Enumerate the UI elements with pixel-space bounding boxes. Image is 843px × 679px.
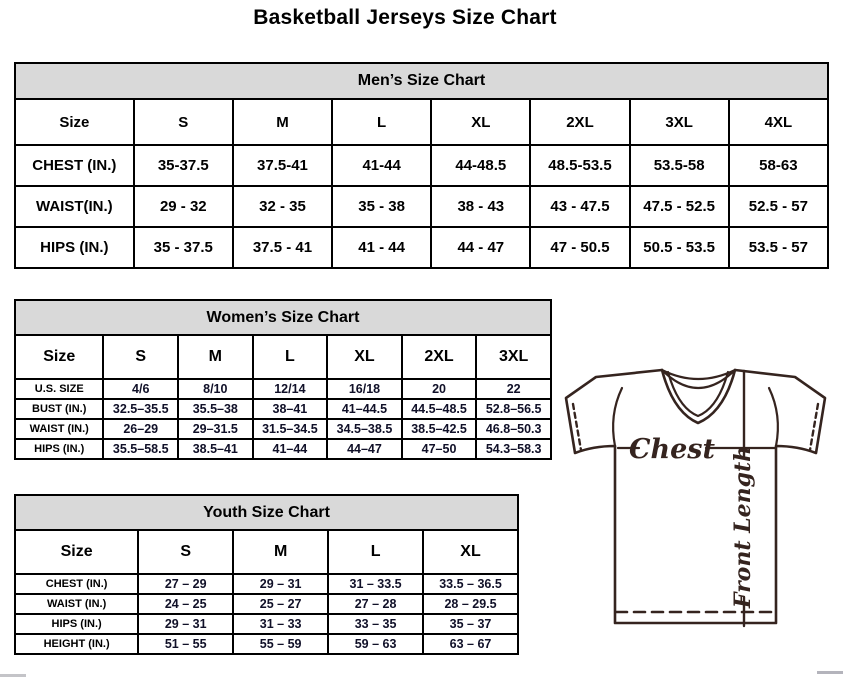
youth-column-header: Size bbox=[15, 530, 138, 574]
youth-value-cell: 33 – 35 bbox=[328, 614, 423, 634]
women-column-header: 3XL bbox=[476, 335, 551, 379]
women-value-cell: 4/6 bbox=[103, 379, 178, 399]
women-value-cell: 38.5–42.5 bbox=[402, 419, 477, 439]
men-table-row bbox=[15, 186, 828, 227]
women-value-cell: 29–31.5 bbox=[178, 419, 253, 439]
men-table-row bbox=[15, 227, 828, 268]
youth-table-row bbox=[15, 634, 518, 654]
women-value-cell: 38–41 bbox=[253, 399, 328, 419]
youth-table-row bbox=[15, 614, 518, 634]
mens-size-table bbox=[14, 62, 829, 269]
women-value-cell: 35.5–58.5 bbox=[103, 439, 178, 459]
jersey-diagram-svg bbox=[558, 360, 840, 672]
men-value-cell: 58-63 bbox=[729, 145, 828, 186]
youth-value-cell: 63 – 67 bbox=[423, 634, 518, 654]
women-column-header: S bbox=[103, 335, 178, 379]
men-column-header: L bbox=[332, 99, 431, 145]
youth-value-cell: 24 – 25 bbox=[138, 594, 233, 614]
women-value-cell: 54.3–58.3 bbox=[476, 439, 551, 459]
youth-column-header: S bbox=[138, 530, 233, 574]
youth-value-cell: 55 – 59 bbox=[233, 634, 328, 654]
scrollbar-fragment-right bbox=[817, 671, 843, 674]
youth-column-header: L bbox=[328, 530, 423, 574]
youth-value-cell: 27 – 28 bbox=[328, 594, 423, 614]
youth-value-cell: 29 – 31 bbox=[233, 574, 328, 594]
youth-value-cell: 29 – 31 bbox=[138, 614, 233, 634]
men-row-label: WAIST(IN.) bbox=[15, 186, 134, 227]
women-value-cell: 26–29 bbox=[103, 419, 178, 439]
scrollbar-fragment-left bbox=[0, 674, 26, 677]
women-value-cell: 16/18 bbox=[327, 379, 402, 399]
youth-value-cell: 28 – 29.5 bbox=[423, 594, 518, 614]
women-column-header: Size bbox=[15, 335, 103, 379]
women-value-cell: 38.5–41 bbox=[178, 439, 253, 459]
youth-table-title: Youth Size Chart bbox=[15, 495, 518, 530]
women-value-cell: 31.5–34.5 bbox=[253, 419, 328, 439]
youth-column-header: M bbox=[233, 530, 328, 574]
page-title: Basketball Jerseys Size Chart bbox=[253, 6, 557, 29]
right-armhole-seam bbox=[769, 388, 778, 446]
women-value-cell: 35.5–38 bbox=[178, 399, 253, 419]
men-column-header: 4XL bbox=[729, 99, 828, 145]
youth-size-table bbox=[14, 494, 519, 655]
men-value-cell: 35 - 37.5 bbox=[134, 227, 233, 268]
men-value-cell: 50.5 - 53.5 bbox=[630, 227, 729, 268]
men-value-cell: 47.5 - 52.5 bbox=[630, 186, 729, 227]
youth-row-label: WAIST (IN.) bbox=[15, 594, 138, 614]
women-column-header: L bbox=[253, 335, 328, 379]
women-row-label: HIPS (IN.) bbox=[15, 439, 103, 459]
men-column-header: S bbox=[134, 99, 233, 145]
women-table-row bbox=[15, 419, 551, 439]
women-value-cell: 22 bbox=[476, 379, 551, 399]
men-value-cell: 44 - 47 bbox=[431, 227, 530, 268]
women-column-header: XL bbox=[327, 335, 402, 379]
men-row-label: HIPS (IN.) bbox=[15, 227, 134, 268]
women-value-cell: 52.8–56.5 bbox=[476, 399, 551, 419]
youth-value-cell: 51 – 55 bbox=[138, 634, 233, 654]
men-value-cell: 35 - 38 bbox=[332, 186, 431, 227]
men-column-header: M bbox=[233, 99, 332, 145]
men-column-header: Size bbox=[15, 99, 134, 145]
youth-value-cell: 27 – 29 bbox=[138, 574, 233, 594]
youth-column-header: XL bbox=[423, 530, 518, 574]
men-value-cell: 37.5 - 41 bbox=[233, 227, 332, 268]
women-value-cell: 41–44.5 bbox=[327, 399, 402, 419]
women-table-row bbox=[15, 439, 551, 459]
youth-row-label: HEIGHT (IN.) bbox=[15, 634, 138, 654]
women-value-cell: 20 bbox=[402, 379, 477, 399]
women-column-header: 2XL bbox=[402, 335, 477, 379]
women-row-label: WAIST (IN.) bbox=[15, 419, 103, 439]
men-table-title: Men’s Size Chart bbox=[15, 63, 828, 99]
men-column-header: 2XL bbox=[530, 99, 629, 145]
men-value-cell: 35-37.5 bbox=[134, 145, 233, 186]
women-value-cell: 8/10 bbox=[178, 379, 253, 399]
men-column-header: 3XL bbox=[630, 99, 729, 145]
women-value-cell: 47–50 bbox=[402, 439, 477, 459]
women-table-row bbox=[15, 399, 551, 419]
men-column-header: XL bbox=[431, 99, 530, 145]
chest-label: Chest bbox=[629, 434, 715, 465]
women-table-title: Women’s Size Chart bbox=[15, 300, 551, 335]
collar-back-line bbox=[662, 370, 735, 379]
men-value-cell: 47 - 50.5 bbox=[530, 227, 629, 268]
youth-row-label: CHEST (IN.) bbox=[15, 574, 138, 594]
men-value-cell: 53.5 - 57 bbox=[729, 227, 828, 268]
men-value-cell: 48.5-53.5 bbox=[530, 145, 629, 186]
men-value-cell: 44-48.5 bbox=[431, 145, 530, 186]
jersey-measurement-diagram bbox=[558, 360, 840, 672]
jersey-outline bbox=[566, 370, 825, 623]
front-length-label: Front Length bbox=[730, 445, 756, 609]
women-value-cell: 44.5–48.5 bbox=[402, 399, 477, 419]
women-value-cell: 41–44 bbox=[253, 439, 328, 459]
youth-table-row bbox=[15, 574, 518, 594]
women-table-row bbox=[15, 379, 551, 399]
women-value-cell: 44–47 bbox=[327, 439, 402, 459]
men-value-cell: 37.5-41 bbox=[233, 145, 332, 186]
men-row-label: CHEST (IN.) bbox=[15, 145, 134, 186]
men-value-cell: 38 - 43 bbox=[431, 186, 530, 227]
women-value-cell: 46.8–50.3 bbox=[476, 419, 551, 439]
men-value-cell: 29 - 32 bbox=[134, 186, 233, 227]
left-armhole-seam bbox=[613, 388, 622, 446]
women-value-cell: 34.5–38.5 bbox=[327, 419, 402, 439]
women-row-label: U.S. SIZE bbox=[15, 379, 103, 399]
youth-table-row bbox=[15, 594, 518, 614]
men-value-cell: 41 - 44 bbox=[332, 227, 431, 268]
women-value-cell: 32.5–35.5 bbox=[103, 399, 178, 419]
women-row-label: BUST (IN.) bbox=[15, 399, 103, 419]
youth-row-label: HIPS (IN.) bbox=[15, 614, 138, 634]
youth-value-cell: 31 – 33.5 bbox=[328, 574, 423, 594]
men-value-cell: 52.5 - 57 bbox=[729, 186, 828, 227]
womens-size-table bbox=[14, 299, 552, 460]
women-column-header: M bbox=[178, 335, 253, 379]
women-value-cell: 12/14 bbox=[253, 379, 328, 399]
youth-value-cell: 59 – 63 bbox=[328, 634, 423, 654]
men-value-cell: 32 - 35 bbox=[233, 186, 332, 227]
men-value-cell: 43 - 47.5 bbox=[530, 186, 629, 227]
youth-value-cell: 31 – 33 bbox=[233, 614, 328, 634]
men-value-cell: 41-44 bbox=[332, 145, 431, 186]
men-table-row bbox=[15, 145, 828, 186]
youth-value-cell: 35 – 37 bbox=[423, 614, 518, 634]
men-value-cell: 53.5-58 bbox=[630, 145, 729, 186]
youth-value-cell: 33.5 – 36.5 bbox=[423, 574, 518, 594]
youth-value-cell: 25 – 27 bbox=[233, 594, 328, 614]
